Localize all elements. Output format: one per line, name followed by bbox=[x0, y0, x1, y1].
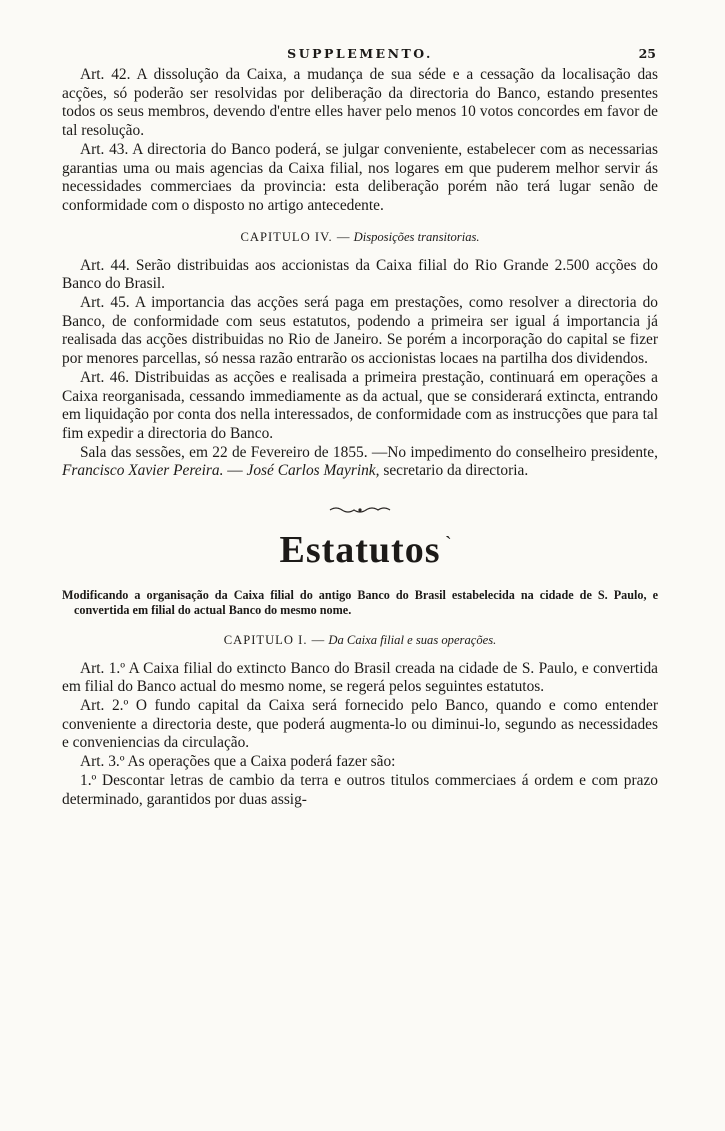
article-number: Art. 2.º bbox=[80, 697, 129, 715]
article-text: A directoria do Banco poderá, se julgar conveniente, estabelecer com as necessarias garantias uma ou mais agencias da Caixa filial, nos logares em que puderem melhor servir ás necessidades commerciaes da provincia: esta deliberação porém não terá lugar senão de conformidade com o disposto no artigo antecedente. bbox=[62, 140, 658, 214]
chapter-label: CAPITULO IV. — bbox=[240, 229, 351, 244]
item-number: 1.º bbox=[80, 771, 97, 789]
article-text: Serão distribuidas aos accionistas da Caixa filial do Rio Grande 2.500 acções do Banco do Brasil. bbox=[62, 256, 658, 293]
article-text: A Caixa filial do extincto Banco do Brasil creada na cidade de S. Paulo, e convertida em filial do Banco actual do mesmo nome, se regerá pelos seguintes estatutos. bbox=[62, 659, 659, 696]
secretary-name: José Carlos Mayrink, bbox=[246, 462, 380, 480]
article-number: Art. 42. bbox=[80, 66, 131, 83]
article-number: Art. 3.º bbox=[80, 753, 125, 771]
article-1 bbox=[62, 660, 658, 697]
running-title: SUPPLEMENTO. bbox=[287, 46, 433, 61]
ornament-divider bbox=[62, 499, 658, 518]
page-number: 25 bbox=[638, 46, 656, 61]
statutes-title-text: Estatutos bbox=[279, 529, 441, 572]
statutes-subtitle: Modificando a organisação da Caixa filial do antigo Banco do Brasil estabelecida na cidade de S. Paulo, e convertida em filial do actual Banco do mesmo nome. bbox=[62, 588, 658, 618]
article-text: As operações que a Caixa poderá fazer são: bbox=[127, 753, 396, 771]
article-43 bbox=[62, 141, 658, 216]
session-signoff bbox=[62, 444, 658, 481]
article-2 bbox=[62, 697, 658, 753]
chapter-label: CAPITULO I. — bbox=[223, 632, 326, 647]
chapter-title: Da Caixa filial e suas operações. bbox=[328, 632, 497, 647]
article-text: O fundo capital da Caixa será fornecido pelo Banco, quando e como entender conveniente a directoria deste, que poderá augmenta-lo ou diminui-lo, segundo as necessidades e conveniencias da circulação. bbox=[62, 697, 659, 752]
article-3 bbox=[62, 753, 658, 772]
article-number: Art. 43. bbox=[80, 140, 129, 158]
article-number: Art. 1.º bbox=[80, 659, 126, 677]
chapter-heading-4 bbox=[62, 230, 658, 245]
document-page bbox=[62, 40, 658, 809]
article-3-item-1 bbox=[62, 772, 658, 809]
article-46 bbox=[62, 369, 658, 444]
article-45 bbox=[62, 294, 658, 369]
secretary-role: secretario da directoria. bbox=[383, 462, 529, 480]
article-text: A dissolução da Caixa, a mudança de sua séde e a cessação da localisação das acções, só poderão ser resolvidas por deliberação da directoria do Banco, estando presentes todos os seus membros, devendo d'entre elles haver pelo menos 10 votos concordes em favor de tal resolução. bbox=[62, 66, 658, 140]
chapter-heading-1 bbox=[62, 633, 658, 648]
president-name: Francisco Xavier Pereira. bbox=[62, 462, 224, 480]
item-text: Descontar letras de cambio da terra e outros titulos commerciaes á ordem e com prazo determinado, garantidos por duas assig- bbox=[62, 771, 658, 808]
article-text: A importancia das acções será paga em prestações, como resolver a directoria do Banco, de conformidade com seus estatutos, podendo a primeira ser igual á importancia já realisada das acções distribuidas no Rio de Janeiro. Se porém a incorporação do capital se fizer por menores parcellas, só nessa razão entrarão os accionistas locaes na partilha dos dividendos. bbox=[62, 294, 658, 368]
accent-mark: ` bbox=[445, 533, 453, 556]
article-text: Distribuidas as acções e realisada a primeira prestação, continuará em operações a Caixa reorganisada, cessando immediamente as da actual, que se considerará extincta, entrando em liquidação por conta dos nella interessados, de conformidade com as instrucções que para tal fim expedir a directoria do Banco. bbox=[62, 368, 658, 442]
signoff-separator: — bbox=[227, 462, 243, 480]
running-head bbox=[62, 40, 658, 66]
article-number: Art. 45. bbox=[80, 294, 130, 312]
statutes-title bbox=[62, 528, 658, 572]
signoff-text: Sala das sessões, em 22 de Fevereiro de 1855. —No impedimento do conselheiro presidente, bbox=[80, 443, 658, 461]
article-number: Art. 46. bbox=[80, 368, 130, 386]
chapter-title: Disposições transitorias. bbox=[353, 229, 480, 244]
article-42 bbox=[62, 66, 658, 141]
ornament-icon bbox=[328, 506, 392, 514]
article-number: Art. 44. bbox=[80, 256, 130, 274]
article-44 bbox=[62, 257, 658, 294]
